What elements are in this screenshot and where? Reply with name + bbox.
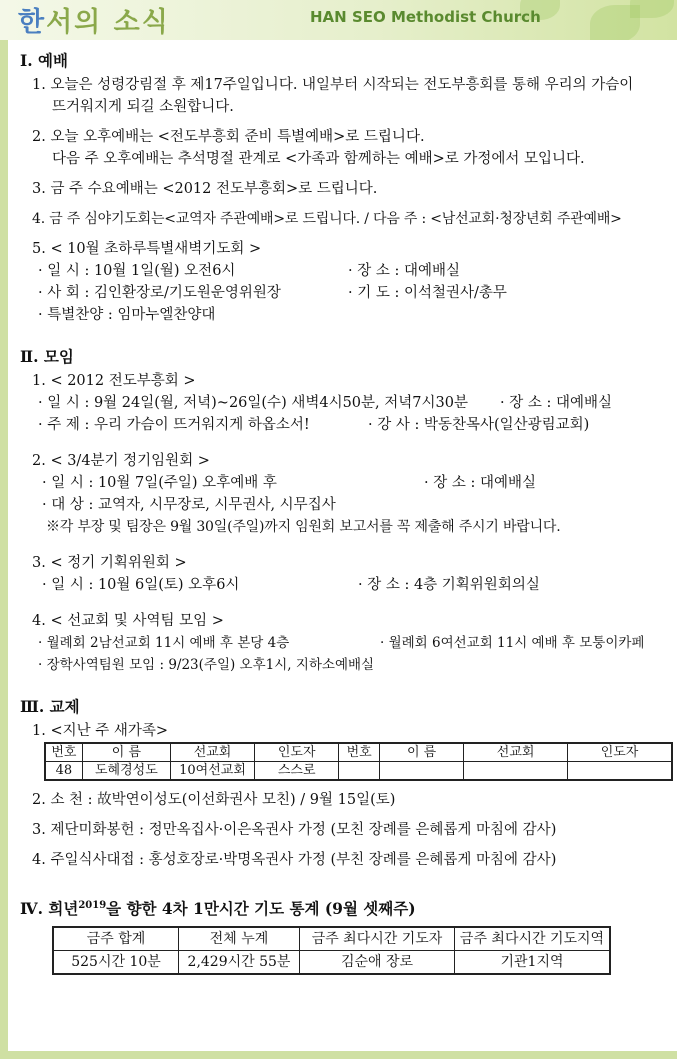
section-heading-worship: Ⅰ. 예배 bbox=[20, 51, 68, 70]
table-cell: 525시간 10분 bbox=[53, 951, 179, 975]
heading-part: Ⅳ. 희년 bbox=[20, 899, 79, 919]
detail-right: · 월례회 6여선교회 11시 예배 후 모퉁이카페 bbox=[380, 635, 645, 651]
table-cell bbox=[339, 762, 380, 781]
table-header-cell: 선교회 bbox=[170, 743, 254, 762]
newsletter-title: 한서의 소식 bbox=[18, 7, 170, 38]
table-header-cell: 번호 bbox=[45, 743, 82, 762]
church-name: HAN SEO Methodist Church bbox=[310, 8, 541, 26]
text-line: 1. 오늘은 성령강림절 후 제17주일입니다. 내일부터 시작되는 전도부흥회를 통해 우리의 가슴이 bbox=[32, 77, 634, 93]
worship-item-5 bbox=[32, 238, 673, 326]
meeting-item-3 bbox=[32, 552, 673, 596]
table-row bbox=[53, 951, 610, 975]
detail-left: · 일 시 : 10월 1일(월) 오전6시 bbox=[38, 263, 236, 279]
table-cell bbox=[568, 762, 672, 781]
text-line bbox=[32, 574, 673, 596]
text-line: 1. < 2012 전도부흥회 > bbox=[32, 373, 196, 389]
section-heading-prayer-stats bbox=[20, 895, 673, 920]
table-header-cell: 이 름 bbox=[380, 743, 464, 762]
leaf-decoration-icon bbox=[630, 0, 674, 18]
bulletin-content bbox=[18, 44, 673, 975]
section-heading-fellowship: Ⅲ. 교제 bbox=[20, 697, 80, 716]
table-header-cell: 이 름 bbox=[82, 743, 170, 762]
text-line: 다음 주 오후예배는 추석명절 관계로 <가족과 함께하는 예배>로 가정에서 모입니다. bbox=[52, 151, 585, 167]
text-line bbox=[32, 632, 673, 654]
bottom-border bbox=[0, 1051, 677, 1059]
detail-right: · 장 소 : 4층 기획위원회의실 bbox=[358, 577, 540, 593]
meeting-item-4 bbox=[32, 610, 673, 676]
table-cell bbox=[380, 762, 464, 781]
text-line bbox=[32, 472, 673, 494]
text-line: · 장학사역팀원 모임 : 9/23(주일) 오후1시, 지하소예배실 bbox=[38, 657, 375, 673]
table-header-cell: 전체 누계 bbox=[179, 927, 300, 951]
table-cell: 10여선교회 bbox=[170, 762, 254, 781]
detail-right: · 장 소 : 대예배실 bbox=[348, 263, 460, 279]
table-cell: 2,429시간 55분 bbox=[179, 951, 300, 975]
worship-item-2 bbox=[32, 126, 673, 170]
table-row bbox=[45, 762, 672, 781]
text-line: 5. < 10월 초하루특별새벽기도회 > bbox=[32, 241, 262, 257]
detail-left: · 일 시 : 10월 6일(토) 오후6시 bbox=[42, 577, 240, 593]
text-line bbox=[32, 282, 673, 304]
text-line: 2. 오늘 오후예배는 <전도부흥회 준비 특별예배>로 드립니다. bbox=[32, 129, 425, 145]
heading-superscript: 2019 bbox=[78, 900, 107, 911]
table-header-cell: 금주 최다시간 기도지역 bbox=[455, 927, 611, 951]
table-cell: 48 bbox=[45, 762, 82, 781]
text-line: 뜨거워지게 되길 소원합니다. bbox=[52, 99, 234, 115]
prayer-stats-table bbox=[52, 926, 611, 975]
text-line: · 특별찬양 : 임마누엘찬양대 bbox=[38, 307, 216, 323]
table-cell: 도혜경성도 bbox=[82, 762, 170, 781]
worship-item-1 bbox=[32, 74, 673, 118]
table-header-row bbox=[53, 927, 610, 951]
table-header-cell: 인도자 bbox=[568, 743, 672, 762]
table-cell: 김순애 장로 bbox=[300, 951, 455, 975]
text-line: 3. < 정기 기획위원회 > bbox=[32, 555, 187, 571]
detail-left: · 주 제 : 우리 가슴이 뜨거워지게 하옵소서! bbox=[38, 417, 310, 433]
detail-right: · 장 소 : 대예배실 bbox=[500, 395, 612, 411]
table-cell: 기관1지역 bbox=[455, 951, 611, 975]
detail-left: · 월례회 2남선교회 11시 예배 후 본당 4층 bbox=[38, 635, 290, 651]
table-header-cell: 인도자 bbox=[255, 743, 339, 762]
table-header-cell: 금주 합계 bbox=[53, 927, 179, 951]
detail-left: · 사 회 : 김인환장로/기도원운영위원장 bbox=[38, 285, 281, 301]
section-heading-meetings: Ⅱ. 모임 bbox=[20, 347, 74, 366]
detail-left: · 일 시 : 9월 24일(월, 저녁)~26일(수) 새벽4시50분, 저녁7시30분 bbox=[38, 395, 468, 411]
text-line bbox=[32, 414, 673, 436]
detail-right: · 강 사 : 박동찬목사(일산광림교회) bbox=[368, 417, 590, 433]
table-cell bbox=[464, 762, 568, 781]
detail-right: · 장 소 : 대예배실 bbox=[424, 475, 536, 491]
table-header-cell: 선교회 bbox=[464, 743, 568, 762]
text-line bbox=[32, 260, 673, 282]
left-border bbox=[0, 0, 8, 1059]
new-family-table bbox=[44, 742, 673, 781]
text-line: 2. < 3/4분기 정기임원회 > bbox=[32, 453, 210, 469]
fellowship-item-2: 2. 소 천 : 故박연이성도(이선화권사 모친) / 9월 15일(토) bbox=[32, 792, 396, 808]
table-header-cell: 번호 bbox=[339, 743, 380, 762]
detail-left: · 일 시 : 10월 7일(주일) 오후예배 후 bbox=[42, 475, 277, 491]
header-banner bbox=[0, 0, 677, 40]
text-line bbox=[32, 392, 673, 414]
text-line: 4. < 선교회 및 사역팀 모임 > bbox=[32, 613, 224, 629]
fellowship-item-4: 4. 주일식사대접 : 홍성호장로·박명옥권사 가정 (부친 장례를 은혜롭게 마침에 감사) bbox=[32, 852, 557, 868]
fellowship-item-1: 1. <지난 주 새가족> bbox=[32, 723, 169, 739]
table-cell: 스스로 bbox=[255, 762, 339, 781]
table-header-row bbox=[45, 743, 672, 762]
meeting-item-2 bbox=[32, 450, 673, 538]
notice-text: ※각 부장 및 팀장은 9월 30일(주일)까지 임원회 보고서를 꼭 제출해 주시기 바랍니다. bbox=[46, 519, 561, 535]
heading-part: 을 향한 4차 1만시간 기도 통계 (9월 셋째주) bbox=[106, 899, 416, 919]
fellowship-item-3: 3. 제단미화봉헌 : 정만옥집사·이은옥권사 가정 (모친 장례를 은혜롭게 마침에 감사) bbox=[32, 822, 557, 838]
worship-item-4: 4. 금 주 심야기도회는<교역자 주관예배>로 드립니다. / 다음 주 : <남선교회·청장년회 주관예배> bbox=[32, 211, 622, 227]
detail-right: · 기 도 : 이석철권사/총무 bbox=[348, 285, 507, 301]
text-line: · 대 상 : 교역자, 시무장로, 시무권사, 시무집사 bbox=[42, 497, 336, 513]
table-header-cell: 금주 최다시간 기도자 bbox=[300, 927, 455, 951]
meeting-item-1 bbox=[32, 370, 673, 436]
worship-item-3: 3. 금 주 수요예배는 <2012 전도부흥회>로 드립니다. bbox=[32, 181, 378, 197]
